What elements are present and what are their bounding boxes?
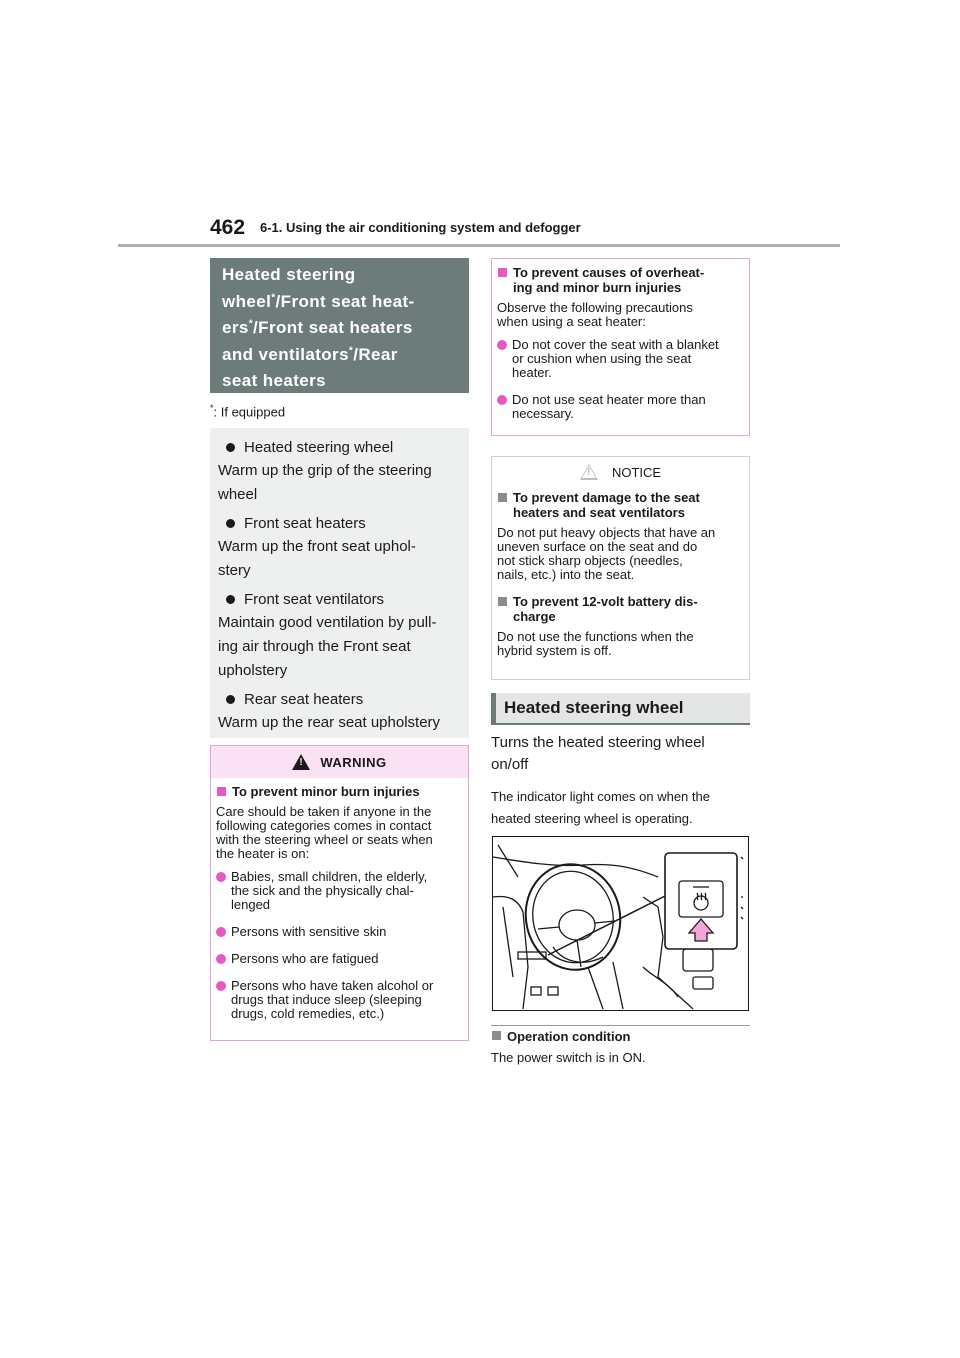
- caution-box: [491, 258, 750, 436]
- warning-label: WARNING: [320, 754, 387, 770]
- warning-item: Persons who have taken alcohol or drugs that induce sleep (sleeping drugs, cold remedies, etc.): [216, 979, 463, 1021]
- chapter-title: 6-1. Using the air conditioning system and defogger: [260, 220, 581, 235]
- section-title-line-5: seat heaters: [222, 371, 327, 390]
- warning-item: Persons with sensitive skin: [216, 925, 463, 939]
- circle-bullet-icon: [216, 954, 226, 964]
- notice-heading: To prevent damage to the seat heaters and seat ventilators: [497, 490, 744, 520]
- feature-item: [218, 511, 461, 583]
- warning-heading: To prevent minor burn injuries: [216, 784, 463, 799]
- square-bullet-icon: [492, 1031, 501, 1040]
- section-title-line-4: and ventilators*/Rear: [222, 344, 398, 364]
- feature-item: [218, 587, 461, 683]
- caution-heading: To prevent causes of overheat- ing and minor burn injuries: [497, 265, 744, 295]
- notice-body: Do not use the functions when the hybrid system is off.: [497, 629, 694, 658]
- circle-bullet-icon: [497, 395, 507, 405]
- feature-item: [218, 687, 461, 735]
- circle-bullet-icon: [216, 927, 226, 937]
- footnote: *: If equipped: [210, 403, 286, 420]
- feature-title: Heated steering wheel: [244, 438, 394, 456]
- indicator-text: The indicator light comes on when the heated steering wheel is operating.: [491, 789, 710, 826]
- notice-body: Do not put heavy objects that have an uneven surface on the seat and do not stick sharp objects (needles, nails, etc.) into the seat.: [497, 525, 716, 582]
- warning-box: [210, 745, 469, 1041]
- caution-intro: Observe the following precautions when using a seat heater:: [497, 300, 693, 329]
- warning-intro: Care should be taken if anyone in the following categories comes in contact with the steering wheel or seats when the heater is on:: [216, 804, 433, 861]
- square-bullet-icon: [498, 493, 507, 502]
- caution-item: Do not use seat heater more than necessary.: [497, 393, 744, 421]
- square-bullet-icon: [498, 268, 507, 277]
- features-box: [210, 428, 469, 738]
- feature-title: Front seat heaters: [244, 514, 366, 532]
- section-title-line-3: ers*/Front seat heaters: [222, 318, 413, 337]
- warning-triangle-icon: [292, 754, 310, 770]
- notice-heading: To prevent 12-volt battery dis- charge: [497, 594, 744, 624]
- header-rule: [118, 244, 840, 247]
- warning-header: [211, 746, 468, 778]
- warning-item: Babies, small children, the elderly, the sick and the physically chal- lenged: [216, 870, 463, 912]
- square-bullet-icon: [217, 787, 226, 796]
- notice-triangle-icon: [580, 464, 598, 480]
- bullet-icon: [226, 595, 235, 604]
- steering-wheel-illustration: [492, 836, 749, 1011]
- circle-bullet-icon: [216, 872, 226, 882]
- feature-title: Rear seat heaters: [244, 690, 364, 708]
- notice-header: [492, 457, 749, 487]
- feature-item: [218, 435, 461, 507]
- page-number: 462: [210, 216, 246, 239]
- notice-box: [491, 456, 750, 680]
- caution-item: Do not cover the seat with a blanket or cushion when using the seat heater.: [497, 338, 744, 380]
- feature-desc: Maintain good ventilation by pull- ing air through the Front seat upholstery: [218, 614, 437, 679]
- feature-desc: Warm up the rear seat upholstery: [218, 714, 441, 731]
- section-title: [210, 258, 469, 393]
- section-title-line-1: Heated steering: [222, 265, 356, 284]
- circle-bullet-icon: [497, 340, 507, 350]
- bullet-icon: [226, 695, 235, 704]
- feature-desc: Warm up the grip of the steering wheel: [218, 462, 432, 503]
- section-title-line-2: wheel*/Front seat heat-: [222, 291, 415, 311]
- square-bullet-icon: [498, 597, 507, 606]
- feature-desc: Warm up the front seat uphol- stery: [218, 538, 416, 579]
- feature-title: Front seat ventilators: [244, 590, 385, 608]
- warning-item: Persons who are fatigued: [216, 952, 463, 966]
- circle-bullet-icon: [216, 981, 226, 991]
- notice-label: NOTICE: [611, 464, 662, 480]
- turns-text: Turns the heated steering wheel on/off: [491, 734, 705, 773]
- bullet-icon: [226, 519, 235, 528]
- operation-rule: [491, 1025, 750, 1026]
- bullet-icon: [226, 443, 235, 452]
- operation-heading: Operation condition: [491, 1029, 631, 1044]
- heated-steering-wheel-heading: Heated steering wheel: [491, 693, 750, 725]
- operation-text: The power switch is in ON.: [491, 1050, 646, 1065]
